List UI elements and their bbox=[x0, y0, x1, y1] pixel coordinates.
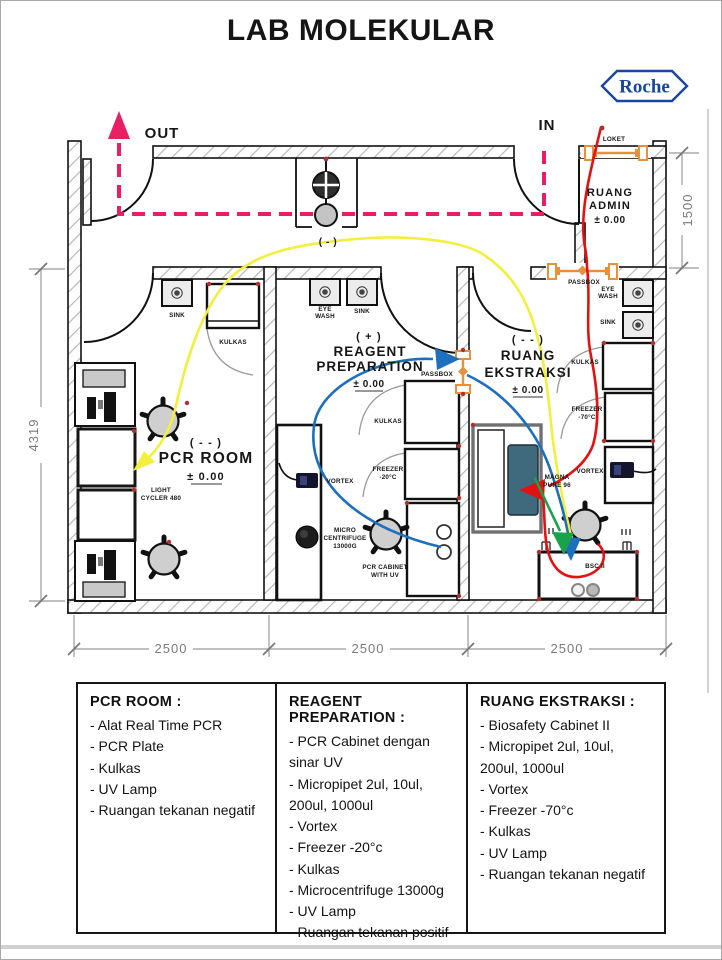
freezer-label: FREEZER bbox=[571, 406, 603, 413]
passbox-label: PASSBOX bbox=[568, 279, 600, 286]
light-cycler-label: LIGHT bbox=[151, 487, 171, 494]
ekstraksi-room-level: ± 0.00 bbox=[512, 385, 544, 396]
corridor-pressure-sign: ( - ) bbox=[318, 237, 338, 248]
legend-item: - Biosafety Cabinet II bbox=[480, 717, 610, 733]
ekstraksi-room-sign: ( - - ) bbox=[511, 334, 545, 346]
plan-labels bbox=[141, 117, 633, 579]
magna-pure-label: MAGNA bbox=[544, 474, 570, 481]
legend-item: - UV Lamp bbox=[90, 780, 157, 797]
eye-wash-label-2: WASH bbox=[598, 293, 618, 300]
freezer-temp-label: -70°C bbox=[578, 414, 596, 421]
dim-height-left: 4319 bbox=[26, 418, 41, 452]
legend-item: - PCR Plate bbox=[90, 738, 164, 755]
pcr-cabinet-label: PCR CABINET bbox=[362, 564, 408, 571]
legend-item: - Microcentrifuge 13000g bbox=[289, 881, 444, 898]
eye-wash-label: EYE bbox=[318, 306, 332, 313]
sink bbox=[623, 312, 653, 338]
workstation-bottom bbox=[75, 541, 135, 601]
kulkas-label: KULKAS bbox=[374, 418, 402, 425]
loket-window bbox=[581, 146, 651, 160]
microcentrifuge-device bbox=[296, 526, 318, 548]
sink bbox=[347, 279, 377, 305]
sink bbox=[162, 280, 192, 306]
admin-room-name-2: ADMIN bbox=[588, 200, 632, 212]
sink-label: SINK bbox=[354, 308, 370, 315]
pcr-machine bbox=[143, 537, 185, 577]
page-title: LAB MOLEKULAR bbox=[226, 14, 496, 47]
fridge-kulkas bbox=[405, 381, 459, 443]
specimen-flow-red bbox=[549, 127, 601, 486]
legend-item: - Kulkas bbox=[289, 860, 340, 877]
sheet-bottom-edge bbox=[1, 945, 722, 949]
passbox-label: PASSBOX bbox=[421, 371, 453, 378]
pcr-room-sign: ( - - ) bbox=[189, 437, 223, 449]
legend-item: - Ruangan tekanan negatif bbox=[90, 802, 256, 819]
kulkas-label: KULKAS bbox=[219, 339, 247, 346]
legend-item: - Freezer -70°c bbox=[480, 802, 574, 819]
legend-item: - Micropipet 2ul, 10ul, 200ul, 1000ul bbox=[289, 775, 423, 813]
admin-room-name: RUANG bbox=[586, 187, 634, 199]
legend-item: - Kulkas bbox=[90, 759, 141, 776]
pcr-room-name: PCR ROOM bbox=[158, 450, 254, 467]
legend-item: - Micropipet 2ul, 10ul, 200ul, 1000ul bbox=[480, 738, 614, 776]
legend-item: - Ruangan tekanan negatif bbox=[480, 865, 646, 882]
out-label: OUT bbox=[144, 125, 180, 142]
fridge-kulkas bbox=[603, 343, 653, 389]
freezer-70 bbox=[605, 393, 653, 441]
admin-room-level: ± 0.00 bbox=[594, 215, 626, 226]
legend-item: - Ruangan tekanan positif bbox=[289, 924, 449, 941]
vortex-label: VORTEX bbox=[576, 468, 604, 475]
out-arrowhead bbox=[108, 111, 130, 139]
legend-box-pcr-room bbox=[78, 684, 275, 932]
dim-width-pcr: 2500 bbox=[154, 641, 188, 656]
workstation-top bbox=[75, 363, 135, 426]
reagent-room-level: ± 0.00 bbox=[353, 379, 385, 390]
pcr-machine bbox=[142, 399, 184, 439]
vortex-label: VORTEX bbox=[326, 478, 354, 485]
magna-pure-machine bbox=[473, 425, 541, 532]
eye-wash-station bbox=[623, 280, 653, 306]
eye-wash-label: EYE bbox=[601, 286, 615, 293]
freezer-label: FREEZER bbox=[372, 466, 404, 473]
passbox-reagent-ekstraksi bbox=[455, 351, 473, 393]
freezer-temp-label: -20°C bbox=[379, 474, 397, 481]
sink-label: SINK bbox=[169, 312, 185, 319]
pcr-cabinet-label-2: WITH UV bbox=[371, 572, 399, 579]
kulkas-label: KULKAS bbox=[571, 359, 599, 366]
legend-item: - Kulkas bbox=[480, 823, 531, 840]
ekstraksi-room-name-2: EKSTRAKSI bbox=[484, 365, 572, 380]
legend-panel bbox=[76, 682, 666, 941]
floor-drain bbox=[315, 204, 337, 226]
dim-width-reagent: 2500 bbox=[351, 641, 385, 656]
legend-item: - Vortex bbox=[289, 818, 338, 835]
dim-height-admin: 1500 bbox=[680, 193, 695, 227]
microcentrifuge-label: MICRO bbox=[334, 527, 356, 534]
eye-wash-station bbox=[310, 279, 340, 305]
legend-item: - UV Lamp bbox=[289, 903, 356, 920]
legend-title: RUANG EKSTRAKSI : bbox=[480, 694, 635, 710]
dim-width-ekstraksi: 2500 bbox=[550, 641, 584, 656]
reagent-room-name-2: PREPARATION bbox=[316, 359, 424, 374]
in-label: IN bbox=[538, 117, 556, 134]
cabinet-box bbox=[78, 429, 135, 486]
reagent-room-equipment bbox=[277, 279, 459, 600]
cabinet-box bbox=[78, 490, 135, 540]
legend-item: - UV Lamp bbox=[480, 844, 547, 861]
corridor-air-unit bbox=[296, 158, 357, 227]
microcentrifuge-label-2: CENTRIFUGE bbox=[323, 535, 367, 542]
loket-label: LOKET bbox=[602, 136, 626, 143]
legend-item: - Freezer -20°c bbox=[289, 839, 383, 856]
ekstraksi-room-name: RUANG bbox=[500, 348, 556, 363]
pcr-cabinet-stool bbox=[365, 512, 407, 552]
legend-item: - PCR Cabinet dengan sinar UV bbox=[289, 733, 430, 771]
sink-label: SINK bbox=[600, 319, 616, 326]
legend-box-ruang-ekstraksi bbox=[466, 684, 664, 932]
reagent-room-name: REAGENT bbox=[333, 344, 407, 359]
legend-item: - Vortex bbox=[480, 780, 529, 797]
pcr-room-level: ± 0.00 bbox=[187, 471, 225, 483]
microcentrifuge-label-3: 13000G bbox=[333, 543, 357, 550]
eye-wash-label-2: WASH bbox=[315, 313, 335, 320]
magna-pure-label-2: PURE 96 bbox=[543, 482, 571, 489]
light-cycler-label-2: CYCLER 480 bbox=[140, 495, 182, 502]
legend-item: - Alat Real Time PCR bbox=[90, 717, 223, 733]
pcr-room-equipment bbox=[75, 280, 259, 601]
legend-box-reagent-preparation bbox=[275, 684, 466, 941]
freezer-20 bbox=[405, 449, 459, 499]
legend-title: REAGENT PREPARATION : bbox=[289, 694, 406, 726]
roche-logo-text: Roche bbox=[619, 76, 670, 98]
legend-title: PCR ROOM : bbox=[90, 694, 182, 710]
reagent-room-sign: ( + ) bbox=[356, 331, 382, 343]
fan-icon bbox=[313, 172, 339, 198]
bsc-label: BSC II bbox=[585, 563, 605, 570]
